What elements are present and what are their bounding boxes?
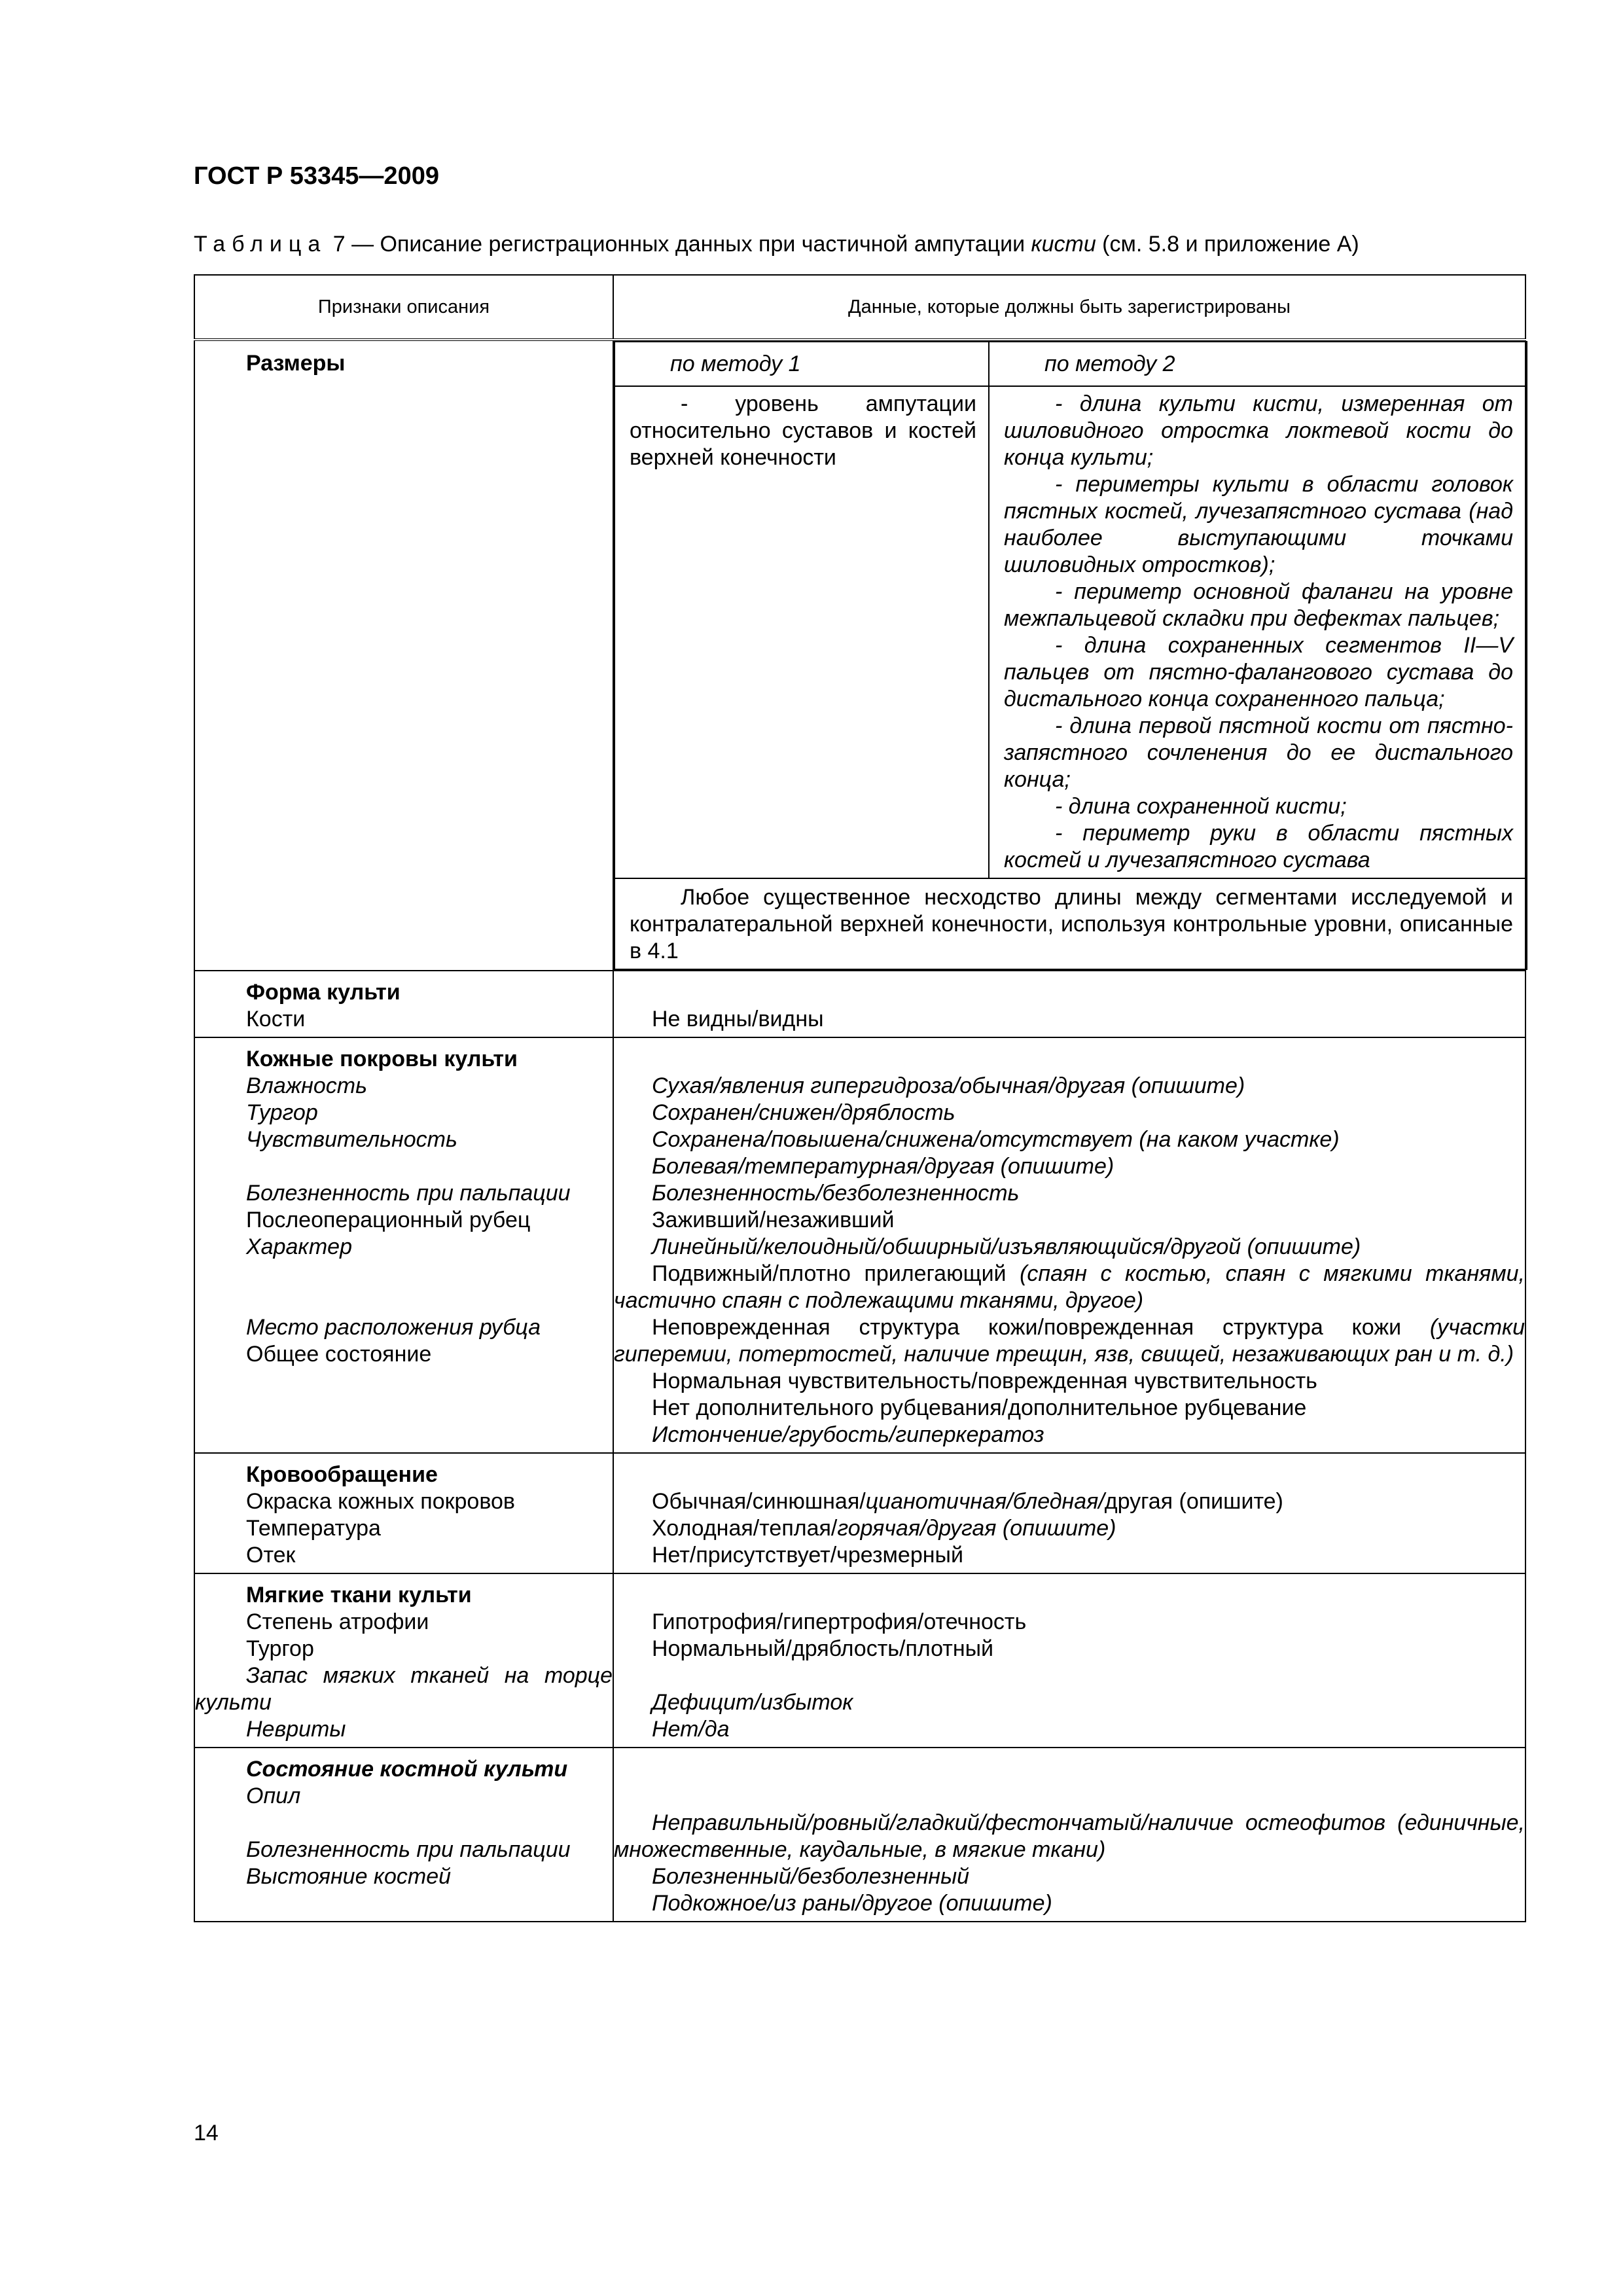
caption-prefix: Таблица [194,232,327,257]
header-col-features: Признаки описания [194,275,613,340]
skin-structure-value [614,1314,1525,1368]
thinning-value: Истончение/грубость/гиперкератоз [652,1422,1044,1447]
bone-pain-value: Болезненный/безболезненный [652,1864,970,1889]
soft-label-cell [194,1573,613,1748]
sensitivity-value-text: Сохранена/повышена/снижена/отсутствует (на каком участке) [652,1127,1340,1152]
spacer [195,1261,613,1287]
protrusion-value: Подкожное/из раны/другое (опишите) [652,1891,1052,1916]
table-caption [194,232,1529,257]
spacer [614,1046,1525,1073]
circulation-data-cell [613,1453,1525,1573]
method2-item: - длина первой пястной кости от пястно-запястного сочленения до ее дистального конца; [1004,713,1513,792]
bone-label-cell [194,1748,613,1922]
method2-list [989,386,1527,878]
table-header-row [194,275,1525,340]
method2-item: - периметр основной фаланги на уровне межпальцевой складки при дефектах пальцев; [1004,579,1513,631]
sizes-label: Размеры [246,351,346,376]
bones-value: Не видны/видны [652,1007,824,1031]
skin-color-label: Окраска кожных покровов [246,1489,515,1514]
temp-value-b: горячая/другая (опишите) [837,1516,1116,1541]
bone-data-cell [613,1748,1525,1922]
row-bone-stump [194,1748,1525,1922]
row-sizes [194,340,1525,971]
color-value-b: цианотичная/бледная/ [865,1489,1105,1514]
spacer [614,979,1525,1006]
general-state-label: Общее состояние [246,1342,432,1367]
form-label-cell [194,971,613,1037]
edema-value: Нет/присутствует/чрезмерный [652,1543,963,1568]
form-data-cell [613,971,1525,1037]
method1-text: - уровень ампутации относительно суставов и костей верхней конечности [615,386,989,878]
moisture-label: Влажность [246,1073,367,1098]
sizes-note-row [615,878,1527,969]
skin-label: Кожные покровы культи [246,1047,518,1071]
sensitivity-value [614,1126,1525,1153]
structure-text: Неповрежденная структура кожи/поврежденная структура кожи [652,1315,1430,1340]
neuritis-value: Нет/да [652,1717,730,1742]
skin-data-cell [613,1037,1525,1453]
skin-label-cell [194,1037,613,1453]
palpation-pain-label: Болезненность при пальпации [246,1181,571,1206]
reserve-label: Запас мягких тканей на торце культи [195,1663,613,1715]
sizes-label-cell [194,340,613,971]
sizes-methods-table [614,341,1527,970]
row-skin [194,1037,1525,1453]
atrophy-label: Степень атрофии [246,1609,429,1634]
turgor-label: Тургор [246,1100,318,1125]
soft-turgor-label: Тургор [246,1636,314,1661]
bone-pain-label: Болезненность при пальпации [246,1837,571,1862]
document-code: ГОСТ Р 53345—2009 [194,162,439,190]
temperature-value [614,1515,1525,1542]
registration-data-table [194,274,1526,1922]
row-soft-tissues [194,1573,1525,1748]
spacer [614,1783,1525,1810]
color-value-c: другая (опишите) [1104,1489,1283,1514]
header-col-data: Данные, которые должны быть зарегистрированы [613,275,1525,340]
method2-item: - периметр руки в области пястных костей и лучезапястного сустава [1004,821,1513,872]
reserve-value: Дефицит/избыток [652,1690,853,1715]
circulation-label: Кровообращение [246,1462,438,1487]
moisture-value: Сухая/явления гипергидроза/обычная/другая (опишите) [652,1073,1245,1098]
spacer [614,1462,1525,1488]
skin-color-value [614,1488,1525,1515]
structure-detail: (участки гиперемии, потертостей, наличие трещин, язв, свищей, незаживающих ран и т. д.) [614,1315,1525,1367]
mobility-detail: (спаян с костью, спаян с мягкими тканями, частично спаян с подлежащими тканями, другое) [614,1261,1525,1313]
neuritis-label: Невриты [246,1717,346,1742]
mobility-text: Подвижный/плотно прилегающий [652,1261,1020,1286]
caption-suffix: (см. 5.8 и приложение А) [1096,232,1359,257]
character-value: Линейный/келоидный/обширный/изъявляющийся/другой (опишите) [652,1234,1361,1259]
bones-label: Кости [246,1007,306,1031]
character-mobility-value [614,1261,1525,1314]
scar-value: Заживший/незаживший [652,1208,895,1232]
spacer [195,1810,613,1837]
atrophy-value: Гипотрофия/гипертрофия/отечность [652,1609,1027,1634]
spacer [195,1287,613,1314]
methods-body-row [615,386,1527,878]
skin-sensitivity-value: Нормальная чувствительность/поврежденная чувствительность [652,1369,1317,1393]
sizes-note: Любое существенное несходство длины между сегментами исследуемой и контралатеральной верхней конечности, используя контрольные уровни, описанные в 4.1 [615,878,1527,969]
turgor-value: Сохранен/снижен/дряблость [652,1100,955,1125]
cut-value: Неправильный/ровный/гладкий/фестончатый/наличие остеофитов (единичные, множественные, каудальные, в мягкие ткани) [614,1810,1525,1862]
method2-item: - длина сохраненной кисти; [1055,794,1347,819]
page-number: 14 [194,2121,219,2145]
circulation-label-cell [194,1453,613,1573]
spacer [195,1153,613,1180]
palpation-pain-value: Болезненность/безболезненность [652,1181,1020,1206]
sensitivity-type-value: Болевая/температурная/другая (опишите) [652,1154,1115,1179]
method2-item: - периметры культи в области головок пястных костей, лучезапястного сустава (над наиболее выступающими точками шиловидных отростков); [1004,472,1513,577]
edema-label: Отек [246,1543,296,1568]
character-label: Характер [246,1234,352,1259]
soft-tissues-label: Мягкие ткани культи [246,1583,472,1607]
caption-italic-word: кисти [1031,232,1096,257]
spacer [614,1662,1525,1689]
spacer [614,1582,1525,1609]
temperature-label: Температура [246,1516,381,1541]
cut-label: Опил [246,1784,301,1808]
method2-header: по методу 2 [989,342,1527,386]
protrusion-label: Выстояние костей [246,1864,452,1889]
temp-value-a: Холодная/теплая/ [652,1516,838,1541]
soft-turgor-value: Нормальный/дряблость/плотный [652,1636,994,1661]
scar-place-label: Место расположения рубца [246,1315,541,1340]
sizes-data-cell [613,340,1525,971]
row-circulation [194,1453,1525,1573]
bone-stump-label: Состояние костной культи [246,1757,568,1782]
spacer [614,1756,1525,1783]
form-label: Форма культи [246,980,401,1005]
soft-data-cell [613,1573,1525,1748]
caption-title: 7 — Описание регистрационных данных при частичной ампутации [327,232,1031,257]
row-form [194,971,1525,1037]
scarring-value: Нет дополнительного рубцевания/дополнительное рубцевание [652,1395,1307,1420]
scar-label: Послеоперационный рубец [246,1208,531,1232]
methods-header-row [615,342,1527,386]
method2-item: - длина сохраненных сегментов II—V пальцев от пястно-фалангового сустава до дистального конца сохраненного пальца; [1004,633,1513,711]
method1-header: по методу 1 [615,342,989,386]
sensitivity-label: Чувствительность [246,1127,457,1152]
color-value-a: Обычная/синюшная/ [652,1489,866,1514]
method2-item: - длина культи кисти, измеренная от шиловидного отростка локтевой кости до конца культи; [1004,391,1513,470]
